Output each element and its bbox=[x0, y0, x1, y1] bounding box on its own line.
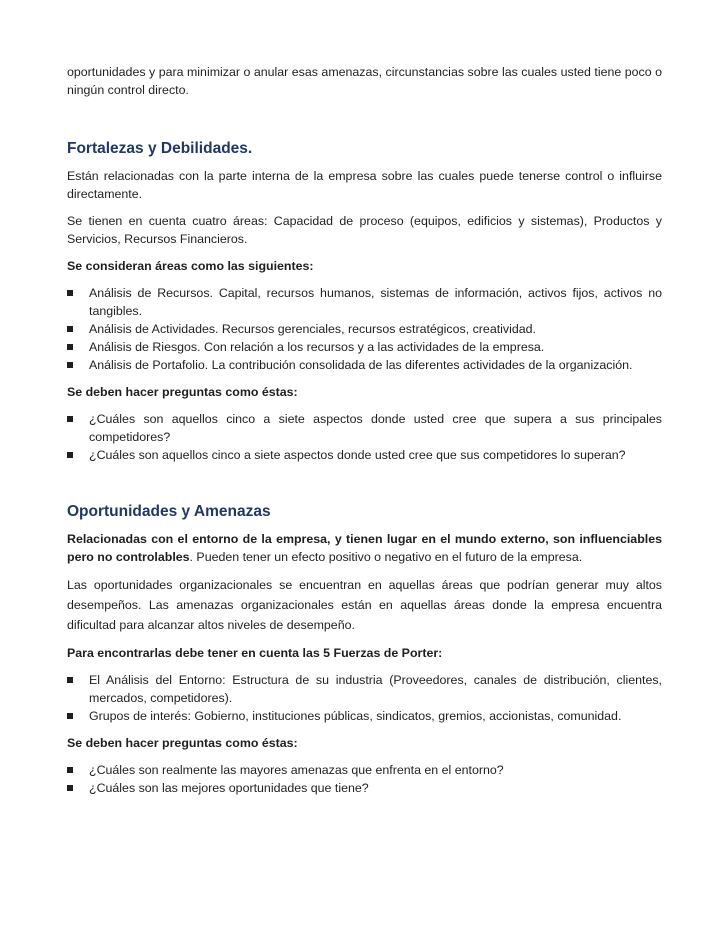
list-item bbox=[67, 446, 662, 464]
oportunidades-paragraph-1 bbox=[67, 530, 662, 566]
list-item bbox=[67, 356, 662, 374]
list-item bbox=[67, 284, 662, 320]
fortalezas-areas-list bbox=[67, 284, 662, 374]
list-item-text: ¿Cuáles son realmente las mayores amenazas que enfrenta en el entorno? bbox=[89, 763, 504, 777]
square-bullet-icon bbox=[67, 416, 73, 422]
fortalezas-questions-list bbox=[67, 410, 662, 464]
list-item-text: Grupos de interés: Gobierno, instituciones públicas, sindicatos, gremios, accionistas, comunidad. bbox=[89, 709, 622, 723]
intro-paragraph: oportunidades y para minimizar o anular esas amenazas, circunstancias sobre las cuales usted tiene poco o ningún control directo. bbox=[67, 65, 662, 97]
oportunidades-paragraph-1-rest: . Pueden tener un efecto positivo o negativo en el futuro de la empresa. bbox=[189, 550, 583, 564]
square-bullet-icon bbox=[67, 362, 73, 368]
square-bullet-icon bbox=[67, 344, 73, 350]
fortalezas-paragraph-2: Se tienen en cuenta cuatro áreas: Capacidad de proceso (equipos, edificios y sistemas), Productos y Servicios, Recursos Financieros. bbox=[67, 214, 662, 246]
list-item bbox=[67, 338, 662, 356]
oportunidades-porter-list bbox=[67, 671, 662, 725]
heading-oportunidades: Oportunidades y Amenazas bbox=[67, 503, 271, 520]
square-bullet-icon bbox=[67, 677, 73, 683]
fortalezas-subheading-preguntas: Se deben hacer preguntas como éstas: bbox=[67, 385, 298, 399]
oportunidades-questions-list bbox=[67, 761, 662, 797]
list-item bbox=[67, 779, 662, 797]
list-item bbox=[67, 410, 662, 446]
fortalezas-paragraph-1: Están relacionadas con la parte interna de la empresa sobre las cuales puede tenerse control o influirse directamente. bbox=[67, 169, 662, 201]
oportunidades-subheading-preguntas: Se deben hacer preguntas como éstas: bbox=[67, 736, 298, 750]
list-item-text: Análisis de Riesgos. Con relación a los recursos y a las actividades de la empresa. bbox=[89, 340, 545, 354]
heading-fortalezas: Fortalezas y Debilidades. bbox=[67, 140, 253, 157]
square-bullet-icon bbox=[67, 767, 73, 773]
square-bullet-icon bbox=[67, 713, 73, 719]
fortalezas-subheading-areas: Se consideran áreas como las siguientes: bbox=[67, 259, 314, 273]
list-item bbox=[67, 761, 662, 779]
list-item-text: ¿Cuáles son las mejores oportunidades que tiene? bbox=[89, 781, 369, 795]
oportunidades-subheading-porter: Para encontrarlas debe tener en cuenta las 5 Fuerzas de Porter: bbox=[67, 646, 443, 660]
list-item-text: Análisis de Portafolio. La contribución consolidada de las diferentes actividades de la organización. bbox=[89, 358, 633, 372]
list-item bbox=[67, 671, 662, 707]
oportunidades-paragraph-2: Las oportunidades organizacionales se encuentran en aquellas áreas que podrían generar muy altos desempeños. Las amenazas organizacionales están en aquellas áreas donde la empresa encuentra dificultad para alcanzar altos niveles de desempeño. bbox=[67, 578, 662, 632]
square-bullet-icon bbox=[67, 290, 73, 296]
oportunidades-paragraph-1-bold: Relacionadas con el entorno de la empresa, y tienen lugar en el mundo externo, son influenciables pero no controlables bbox=[67, 532, 662, 564]
list-item-text: El Análisis del Entorno: Estructura de su industria (Proveedores, canales de distribución, clientes, mercados, competidores). bbox=[89, 673, 662, 705]
list-item bbox=[67, 707, 662, 725]
list-item-text: ¿Cuáles son aquellos cinco a siete aspectos donde usted cree que supera a sus principales competidores? bbox=[89, 412, 662, 444]
list-item-text: ¿Cuáles son aquellos cinco a siete aspectos donde usted cree que sus competidores lo superan? bbox=[89, 448, 626, 462]
list-item bbox=[67, 320, 662, 338]
list-item-text: Análisis de Recursos. Capital, recursos humanos, sistemas de información, activos fijos, activos no tangibles. bbox=[89, 286, 662, 318]
square-bullet-icon bbox=[67, 326, 73, 332]
list-item-text: Análisis de Actividades. Recursos gerenciales, recursos estratégicos, creatividad. bbox=[89, 322, 536, 336]
square-bullet-icon bbox=[67, 452, 73, 458]
square-bullet-icon bbox=[67, 785, 73, 791]
